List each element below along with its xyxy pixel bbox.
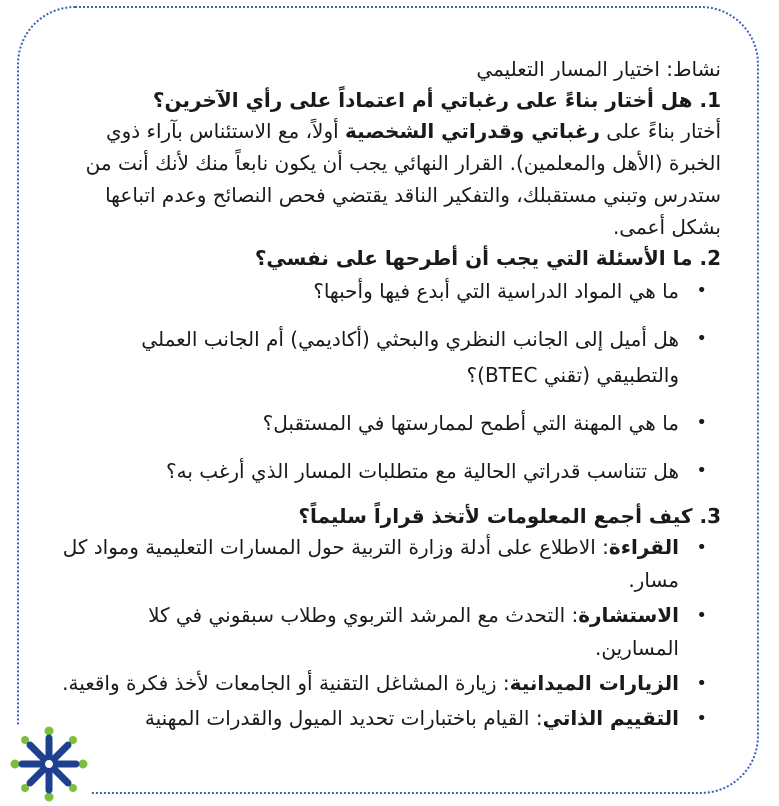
bullet: •: [696, 328, 707, 349]
list-item-text: : التحدث مع المرشد التربوي وطلاب سبقوني في كلا المسارين.: [148, 603, 679, 660]
list-item-text: ما هي المواد الدراسية التي أبدع فيها وأحبها؟: [313, 279, 679, 303]
answer-text-end: أولاً، مع الاستئناس بآراء ذوي الخبرة (الأهل والمعلمين). القرار النهائي يجب أن يكون نابعاً منك لأنك أنت من ستدرس وتبني مستقبلك، والتفكير الناقد يقتضي فحص النصائح وعدم اتباعها بشكل أعمى.: [85, 119, 721, 239]
list-item: [61, 531, 721, 597]
bullet: •: [696, 280, 707, 301]
bullet: •: [696, 460, 707, 481]
list-item: [61, 273, 721, 309]
list-item: [61, 405, 721, 441]
self-questions-list: [61, 273, 721, 489]
bullet: •: [696, 537, 707, 558]
list-item-label: الاستشارة: [578, 603, 679, 627]
bullet: •: [696, 412, 707, 433]
list-item-text: : زيارة المشاغل التقنية أو الجامعات لأخذ فكرة واقعية.: [62, 671, 510, 695]
list-item-label: التقييم الذاتي: [542, 706, 679, 730]
activity-title: نشاط: اختيار المسار التعليمي: [476, 57, 721, 81]
question-1-answer: [61, 115, 721, 243]
answer-text-start: أختار بناءً على: [599, 119, 721, 143]
snowflake-logo-icon: [8, 726, 90, 802]
bullet: •: [696, 673, 707, 694]
list-item-text: ما هي المهنة التي أطمح لممارستها في المستقبل؟: [262, 411, 679, 435]
list-item: [61, 453, 721, 489]
question-3-heading: 3. كيف أجمع المعلومات لأتخذ قراراً سليماً؟: [298, 504, 721, 528]
activity-content: [61, 55, 721, 737]
list-item: [61, 321, 721, 393]
info-sources-list: [61, 531, 721, 735]
bullet: •: [696, 708, 707, 729]
list-item-text: : الاطلاع على أدلة وزارة التربية حول المسارات التعليمية ومواد كل مسار.: [62, 535, 679, 592]
question-2-heading: 2. ما الأسئلة التي يجب أن أطرحها على نفسي؟: [254, 246, 721, 270]
list-item-label: الزيارات الميدانية: [509, 671, 679, 695]
bullet: •: [696, 605, 707, 626]
list-item: [61, 702, 721, 735]
list-item: [61, 599, 721, 665]
list-item-text: هل تتناسب قدراتي الحالية مع متطلبات المسار الذي أرغب به؟: [166, 459, 679, 483]
list-item: [61, 667, 721, 700]
logo-graphic: [8, 726, 90, 802]
list-item-text: : القيام باختبارات تحديد الميول والقدرات المهنية: [144, 706, 543, 730]
answer-text-bold: رغباتي وقدراتي الشخصية: [345, 119, 600, 143]
list-item-label: القراءة: [608, 535, 679, 559]
question-1-heading: 1. هل أختار بناءً على رغباتي أم اعتماداً على رأي الآخرين؟: [152, 88, 721, 112]
list-item-text: هل أميل إلى الجانب النظري والبحثي (أكاديمي) أم الجانب العملي والتطبيقي (تقني BTEC)؟: [141, 327, 679, 387]
